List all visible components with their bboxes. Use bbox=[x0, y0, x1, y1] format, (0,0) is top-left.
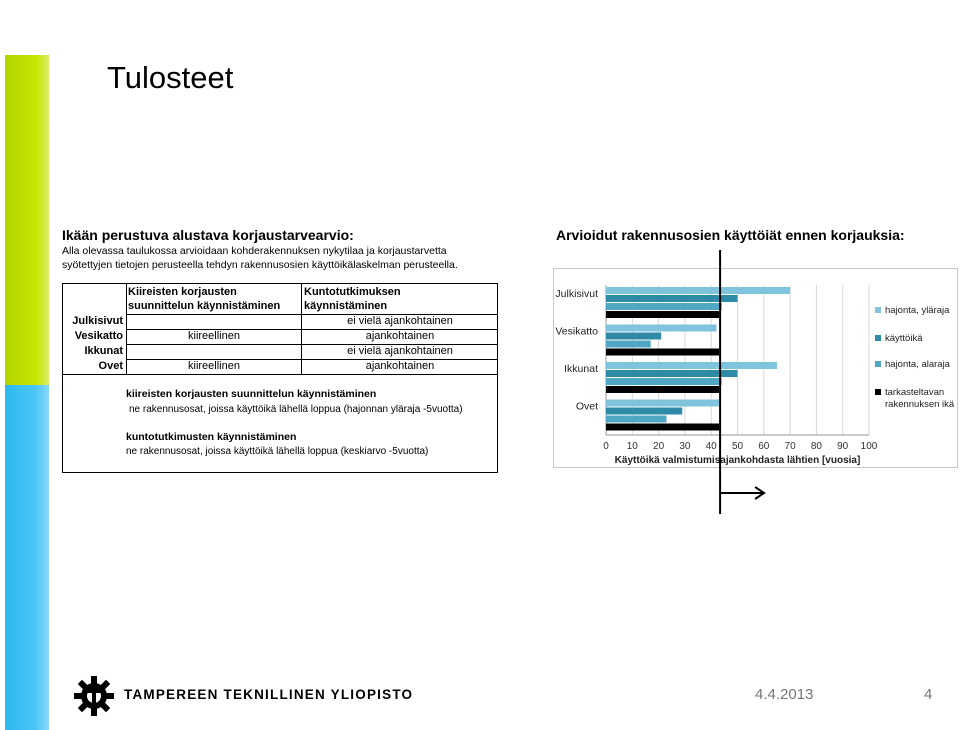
bar-ikkunat-3 bbox=[606, 386, 719, 393]
x-tick-label: 10 bbox=[626, 441, 638, 452]
bar-ovet-2 bbox=[606, 416, 666, 423]
chart-title: Arvioidut rakennusosien käyttöiät ennen korjauksia: bbox=[556, 227, 905, 243]
note1-title: kiireisten korjausten suunnittelun käynnistäminen bbox=[126, 388, 377, 400]
x-tick-label: 50 bbox=[731, 441, 744, 452]
left-description-line2: syötettyjen tietojen perusteella tehdyn rakennusosien käyttöikälaskelman perusteella. bbox=[62, 259, 458, 271]
category-label: Ikkunat bbox=[564, 363, 598, 375]
x-tick-label: 100 bbox=[860, 441, 878, 452]
note2-text: ne rakennusosat, joissa käyttöikä lähellä loppua (keskiarvo -5vuotta) bbox=[126, 446, 429, 457]
bar-chart bbox=[553, 250, 958, 520]
bar-ovet-3 bbox=[606, 424, 719, 431]
accent-bar-blue bbox=[5, 385, 49, 730]
repair-table bbox=[62, 283, 498, 473]
university-name: TAMPEREEN TEKNILLINEN YLIOPISTO bbox=[124, 687, 414, 702]
category-label: Vesikatto bbox=[555, 325, 598, 338]
legend-label-cont: rakennuksen ikä bbox=[885, 399, 955, 410]
legend-swatch bbox=[875, 307, 881, 313]
x-tick-label: 60 bbox=[758, 441, 770, 452]
bar-julkisivut-1 bbox=[606, 295, 738, 302]
bar-ovet-1 bbox=[606, 408, 682, 415]
category-label: Ovet bbox=[575, 400, 598, 413]
bar-ovet-0 bbox=[606, 400, 719, 407]
row-label-julkisivut: Julkisivut bbox=[72, 315, 123, 327]
legend-label: hajonta, yläraja bbox=[885, 305, 950, 316]
row-ovet-col2: ajankohtainen bbox=[365, 360, 435, 372]
legend-swatch bbox=[875, 389, 881, 395]
x-tick-label: 70 bbox=[784, 441, 796, 452]
bar-ikkunat-0 bbox=[606, 362, 777, 369]
row-ovet-col1: kiireellinen bbox=[188, 360, 240, 372]
left-description bbox=[62, 244, 492, 272]
legend-label: tarkasteltavan bbox=[885, 387, 945, 398]
page-number: 4 bbox=[924, 686, 933, 703]
legend-label: hajonta, alaraja bbox=[885, 359, 950, 370]
category-label: Julkisivut bbox=[555, 288, 598, 300]
x-tick-label: 40 bbox=[705, 441, 717, 452]
row-vesikatto-col1: kiireellinen bbox=[188, 330, 240, 342]
bar-ikkunat-1 bbox=[606, 370, 738, 377]
row-vesikatto-col2: ajankohtainen bbox=[365, 330, 435, 342]
x-tick-label: 90 bbox=[837, 441, 849, 452]
left-heading: Ikään perustuva alustava korjaustarvearvio: bbox=[62, 227, 354, 243]
x-tick-label: 0 bbox=[603, 441, 609, 452]
bar-julkisivut-3 bbox=[606, 311, 719, 318]
university-gear-logo-icon bbox=[73, 675, 115, 717]
bar-vesikatto-2 bbox=[606, 341, 651, 348]
bar-vesikatto-0 bbox=[606, 325, 716, 332]
bar-julkisivut-2 bbox=[606, 303, 722, 310]
slide-title: Tulosteet bbox=[107, 60, 234, 95]
x-tick-label: 20 bbox=[653, 441, 665, 452]
left-description-line1: Alla olevassa taulukossa arvioidaan kohderakennuksen nykytilaa ja korjaustarvetta bbox=[62, 245, 447, 257]
note2-title: kuntotutkimusten käynnistäminen bbox=[126, 431, 297, 443]
bar-vesikatto-3 bbox=[606, 349, 719, 356]
bar-vesikatto-1 bbox=[606, 333, 661, 340]
legend-label: käyttöikä bbox=[885, 333, 923, 344]
row-julkisivut-col2: ei vielä ajankohtainen bbox=[347, 315, 453, 327]
x-tick-label: 30 bbox=[679, 441, 691, 452]
note1-text: ne rakennusosat, joissa käyttöikä lähellä loppua (hajonnan yläraja -5vuotta) bbox=[129, 404, 463, 415]
bar-julkisivut-0 bbox=[606, 287, 790, 294]
x-tick-label: 80 bbox=[810, 441, 822, 452]
bar-ikkunat-2 bbox=[606, 378, 722, 385]
x-axis-label: Käyttöikä valmistumisajankohdasta lähtien [vuosia] bbox=[614, 455, 861, 466]
row-ikkunat-col2: ei vielä ajankohtainen bbox=[347, 345, 453, 357]
legend-swatch bbox=[875, 335, 881, 341]
row-label-ikkunat: Ikkunat bbox=[84, 345, 123, 357]
accent-bar-green bbox=[5, 55, 49, 385]
col2-header: Kuntotutkimuksen käynnistäminen bbox=[304, 286, 401, 312]
row-label-vesikatto: Vesikatto bbox=[74, 330, 123, 342]
col1-header: Kiireisten korjausten suunnittelun käynnistäminen bbox=[128, 286, 281, 312]
row-label-ovet: Ovet bbox=[98, 360, 123, 372]
slide-date: 4.4.2013 bbox=[755, 686, 814, 703]
legend-swatch bbox=[875, 361, 881, 367]
